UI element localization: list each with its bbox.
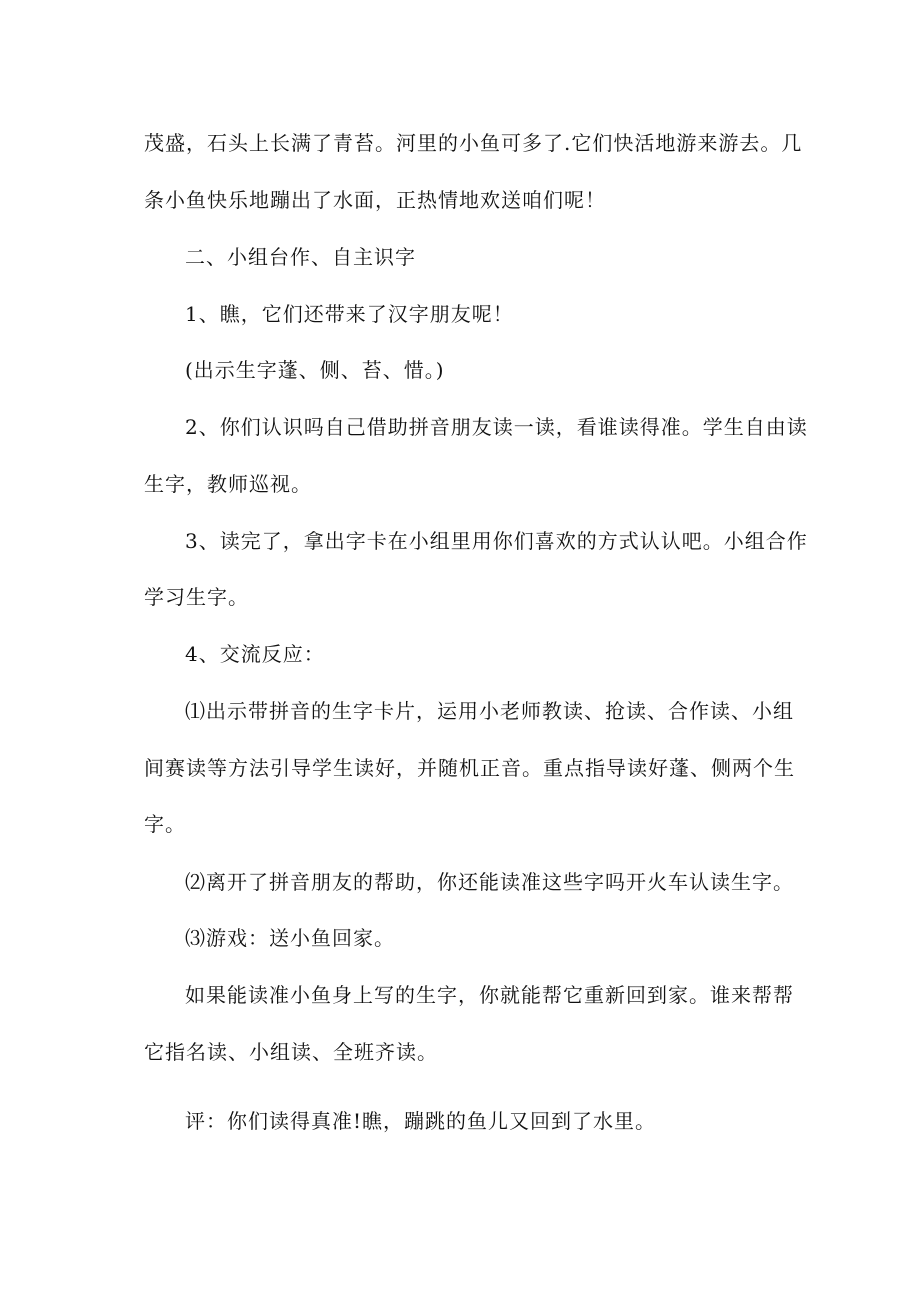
game-instruction-line-1: 如果能读准小鱼身上写的生字，你就能帮它重新回到家。谁来帮帮 xyxy=(185,983,794,1007)
step-4-line-1: 4、交流反应： xyxy=(185,642,325,666)
step-2-line-2: 生字，教师巡视。 xyxy=(144,472,312,496)
paragraph-intro-line-1: 茂盛，石头上长满了青苔。河里的小鱼可多了.它们快活地游来游去。几 xyxy=(144,131,803,155)
substep-1-line-2: 间赛读等方法引导学生读好，并随机正音。重点指导读好蓬、侧两个生 xyxy=(144,756,795,780)
substep-1-line-3: 字。 xyxy=(144,812,186,836)
step-3-line-1: 3、读完了，拿出字卡在小组里用你们喜欢的方式认认吧。小组合作 xyxy=(185,529,808,553)
evaluation-line: 评：你们读得真准!瞧，蹦跳的鱼儿又回到了水里。 xyxy=(185,1109,657,1133)
step-1-line-1: 1、瞧，它们还带来了汉字朋友呢！ xyxy=(185,302,514,326)
section-heading: 二、小组台作、自主识字 xyxy=(185,245,416,269)
substep-2-line-1: ⑵离开了拼音朋友的帮助，你还能读准这些字吗开火车认读生字。 xyxy=(185,870,794,894)
paragraph-intro-line-2: 条小鱼快乐地蹦出了水面，正热情地欢送咱们呢！ xyxy=(144,188,606,212)
substep-1-line-1: ⑴出示带拼音的生字卡片，运用小老师教读、抢读、合作读、小组 xyxy=(185,699,794,723)
step-3-line-2: 学习生字。 xyxy=(144,585,249,609)
game-instruction-line-2: 它指名读、小组读、全班齐读。 xyxy=(144,1040,438,1064)
step-2-line-1: 2、你们认识吗自己借助拼音朋友读一读，看谁读得准。学生自由读 xyxy=(185,415,808,439)
substep-3-line-1: ⑶游戏：送小鱼回家。 xyxy=(185,926,395,950)
show-characters-line: (出示生字蓬、侧、苔、惜。) xyxy=(185,358,445,382)
